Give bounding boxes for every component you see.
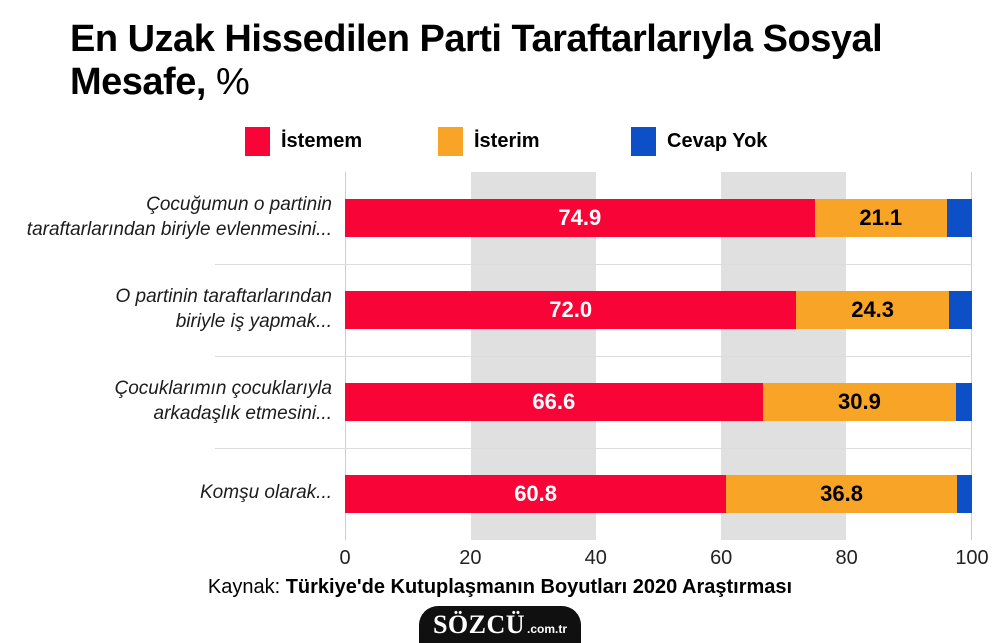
- category-label-line: Çocuğumun o partinin: [146, 194, 332, 216]
- stacked-bar: [345, 383, 972, 421]
- legend-label-cevap-yok: Cevap Yok: [667, 130, 768, 153]
- bar-segment-i̇stemem: [345, 291, 796, 329]
- sozcu-logo-domain: .com.tr: [527, 622, 568, 636]
- stacked-bar: [345, 291, 972, 329]
- legend-item-cevap-yok: [631, 127, 767, 156]
- bar-segment-i̇sterim: [726, 475, 957, 513]
- chart-title-text: En Uzak Hissedilen Parti Taraftarlarıyla Sosyal Mesafe,: [70, 18, 883, 104]
- legend: [245, 127, 1000, 157]
- x-axis-tick-label: 60: [710, 546, 733, 569]
- bar-track: [345, 356, 972, 448]
- bar-track: [345, 264, 972, 356]
- bar-segment-i̇sterim: [815, 199, 947, 237]
- bar-rows: [0, 172, 1000, 540]
- chart-title: [70, 18, 940, 105]
- category-label: [0, 264, 345, 356]
- sozcu-logo: [419, 606, 581, 643]
- source-prefix: Kaynak:: [207, 575, 281, 598]
- x-axis-tick-label: 40: [584, 546, 607, 569]
- plot-area: [0, 172, 1000, 540]
- bar-segment-i̇stemem: [345, 199, 815, 237]
- table-row: [0, 172, 1000, 264]
- bar-track: [345, 172, 972, 264]
- bar-segment-i̇sterim: [763, 383, 957, 421]
- bar-segment-cevap-yok: [957, 475, 972, 513]
- bar-value-label: 74.9: [558, 204, 602, 230]
- bar-segment-cevap-yok: [956, 383, 972, 421]
- x-axis-tick-label: 0: [339, 546, 351, 569]
- bar-value-label: 21.1: [859, 204, 903, 230]
- category-label-line: Komşu olarak...: [200, 482, 332, 504]
- table-row: [0, 264, 1000, 356]
- legend-label-istemem: İstemem: [281, 130, 363, 153]
- category-label-line: O partinin taraftarlarından: [115, 286, 332, 308]
- category-label-line: biriyle iş yapmak...: [175, 310, 332, 332]
- bar-segment-i̇stemem: [345, 383, 763, 421]
- stacked-bar: [345, 475, 972, 513]
- sozcu-logo-wordmark: SÖZCÜ: [432, 609, 526, 639]
- stacked-bar: [345, 199, 972, 237]
- category-label: [0, 356, 345, 448]
- bar-segment-cevap-yok: [949, 291, 972, 329]
- bar-value-label: 66.6: [532, 388, 576, 414]
- bar-value-label: 24.3: [851, 296, 895, 322]
- bar-segment-i̇stemem: [345, 475, 726, 513]
- bar-segment-cevap-yok: [947, 199, 972, 237]
- legend-item-istemem: [245, 127, 438, 156]
- category-label: [0, 448, 345, 540]
- bar-value-label: 36.8: [820, 480, 863, 506]
- bar-value-label: 72.0: [549, 296, 593, 322]
- legend-swatch-isterim: [438, 127, 463, 156]
- bar-value-label: 30.9: [838, 388, 881, 414]
- chart-title-percent: %: [215, 61, 250, 104]
- bar-segment-i̇sterim: [796, 291, 948, 329]
- legend-label-isterim: İsterim: [474, 130, 540, 153]
- x-axis-tick-label: 100: [955, 546, 989, 569]
- legend-swatch-istemem: [245, 127, 270, 156]
- x-axis: [339, 540, 989, 569]
- table-row: [0, 356, 1000, 448]
- category-label-line: arkadaşlık etmesini...: [153, 402, 332, 424]
- source-line: [0, 576, 1000, 599]
- bar-track: [345, 448, 972, 540]
- bar-value-label: 60.8: [514, 480, 558, 506]
- category-label-line: Çocuklarımın çocuklarıyla: [114, 378, 332, 400]
- table-row: [0, 448, 1000, 540]
- source-text: Türkiye'de Kutuplaşmanın Boyutları 2020 Araştırması: [285, 575, 793, 598]
- legend-swatch-cevap-yok: [631, 127, 656, 156]
- x-axis-tick-label: 20: [459, 546, 482, 569]
- category-label: [0, 172, 345, 264]
- category-label-line: taraftarlarından biriyle evlenmesini...: [26, 218, 332, 240]
- legend-item-isterim: [438, 127, 631, 156]
- x-axis-tick-label: 80: [835, 546, 858, 569]
